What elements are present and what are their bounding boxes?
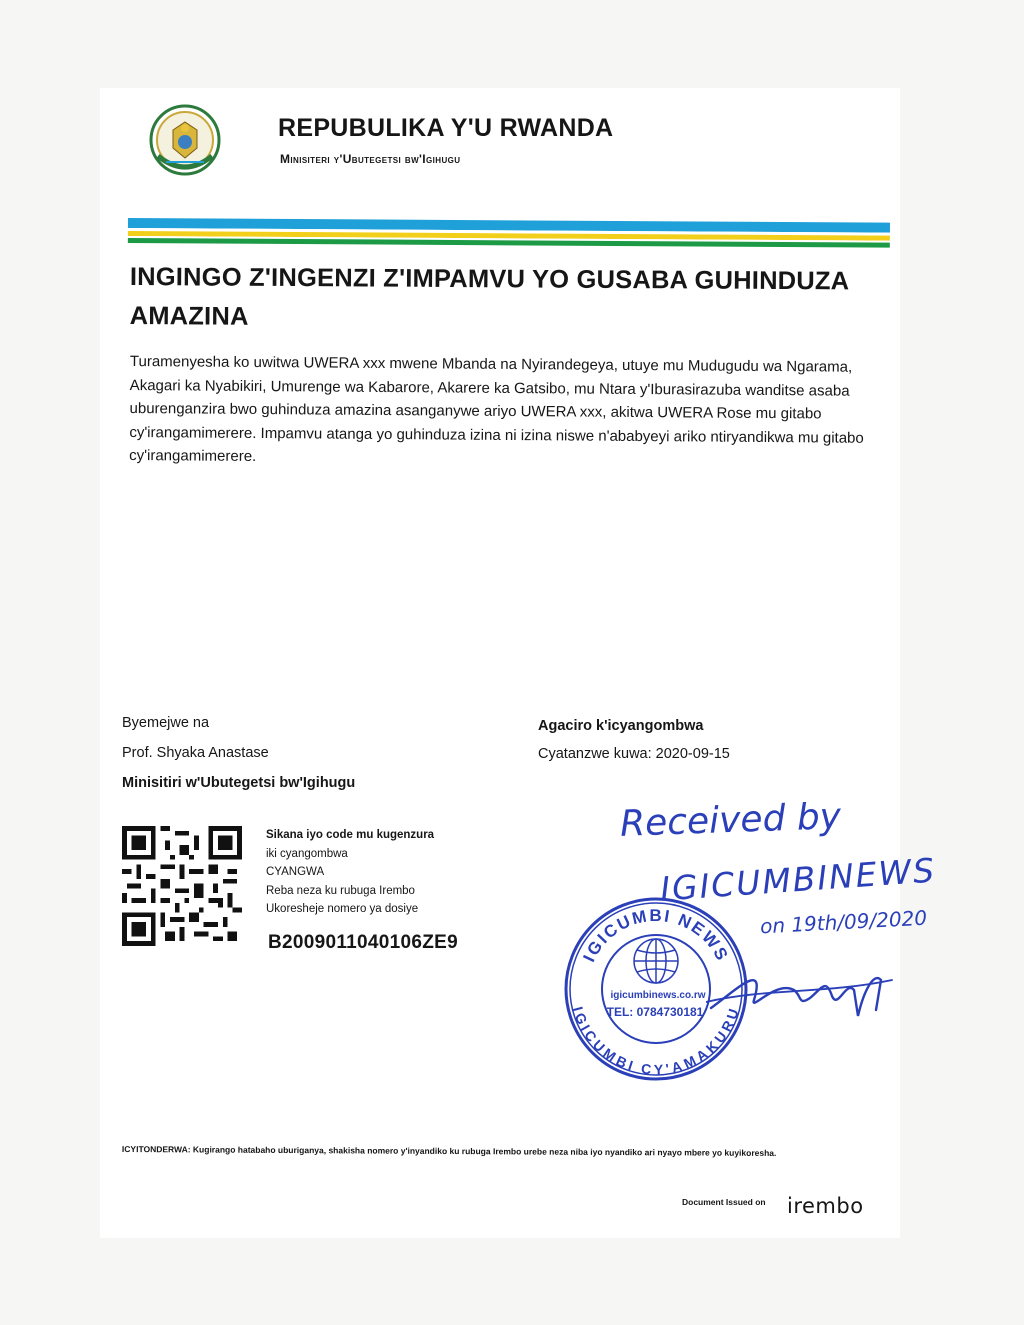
validity-block [538, 712, 730, 768]
approval-block [122, 708, 355, 798]
rwanda-coat-of-arms-icon [146, 100, 224, 184]
document-title: INGINGO Z'INGENZI Z'IMPAMVU YO GUSABA GUHINDUZA AMAZINA [129, 262, 849, 331]
created-date: Cyatanzwe kuwa: 2020-09-15 [538, 746, 730, 762]
approver-name: Prof. Shyaka Anastase [122, 745, 269, 761]
stamp-website: igicumbinews.co.rw [610, 990, 706, 1001]
handwritten-received-by: Received by [619, 796, 842, 845]
qr-code-icon [122, 826, 242, 946]
irembo-logo: irembo [787, 1194, 864, 1218]
approver-role: Minisitiri w'Ubutegetsi bw'Igihugu [122, 775, 356, 791]
stamp-phone: TEL: 0784730181 [606, 1005, 704, 1019]
validity-label: Agaciro k'icyangombwa [538, 718, 704, 734]
approval-label: Byemejwe na [122, 715, 210, 731]
handwritten-signature-icon [706, 950, 896, 1025]
file-reference-number: B2009011040106ZE9 [268, 932, 458, 953]
ministry-name: Minisiteri y'Ubutegetsi bw'Igihugu [280, 152, 461, 166]
document-body: Turamenyesha ko uwitwa UWERA xxx mwene Mbanda na Nyirandegeya, utuye mu Mudugudu wa Ngarama, Akagari ka Nyabikiri, Umurenge wa Kabarore, Akarere ka Gatsibo, mu Ntara y'Iburasirazuba wanditse asaba uburenganzira bwo guhinduza amazina asanganywe ariyo UWERA xxx, akitwa UWERA Rose mu gitabo cy'irangamimerere. Impamvu atanga yo guhinduza izina ni izina niswe n'ababyeyi ariko ntiryandikwa mu gitabo cy'irangamimerere. [129, 352, 864, 465]
verify-line-2: iki cyangombwa [266, 847, 348, 860]
flag-color-bar [128, 218, 890, 251]
verification-instructions [266, 826, 434, 919]
verify-line-5: Ukoresheje nomero ya dosiye [266, 903, 419, 915]
handwritten-date: on 19th/09/2020 [759, 905, 928, 939]
handwritten-recipient: IGICUMBINEWS [658, 850, 938, 909]
globe-icon [634, 939, 678, 983]
verify-line-4: Reba neza ku rubuga Irembo [266, 884, 415, 897]
footer-warning-note: ICYITONDERWA: Kugirango hatabaho uburiganya, shakisha nomero y'inyandiko ku rubuga Irembo urebe neza niba iyo nyandiko ari nyayo mbere yo kuyikoresha. [121, 1143, 777, 1158]
stamp-top-text: IGICUMBI NEWS [579, 905, 733, 965]
issued-on-label: Document Issued on [682, 1197, 766, 1207]
stamp-bottom-text: IGICUMBI CY'AMAKURU [569, 1004, 743, 1078]
verify-line-3: CYANGWA [266, 866, 325, 878]
verify-line-1: Sikana iyo code mu kugenzura [266, 829, 435, 841]
country-name: REPUBULIKA Y'U RWANDA [278, 114, 614, 142]
